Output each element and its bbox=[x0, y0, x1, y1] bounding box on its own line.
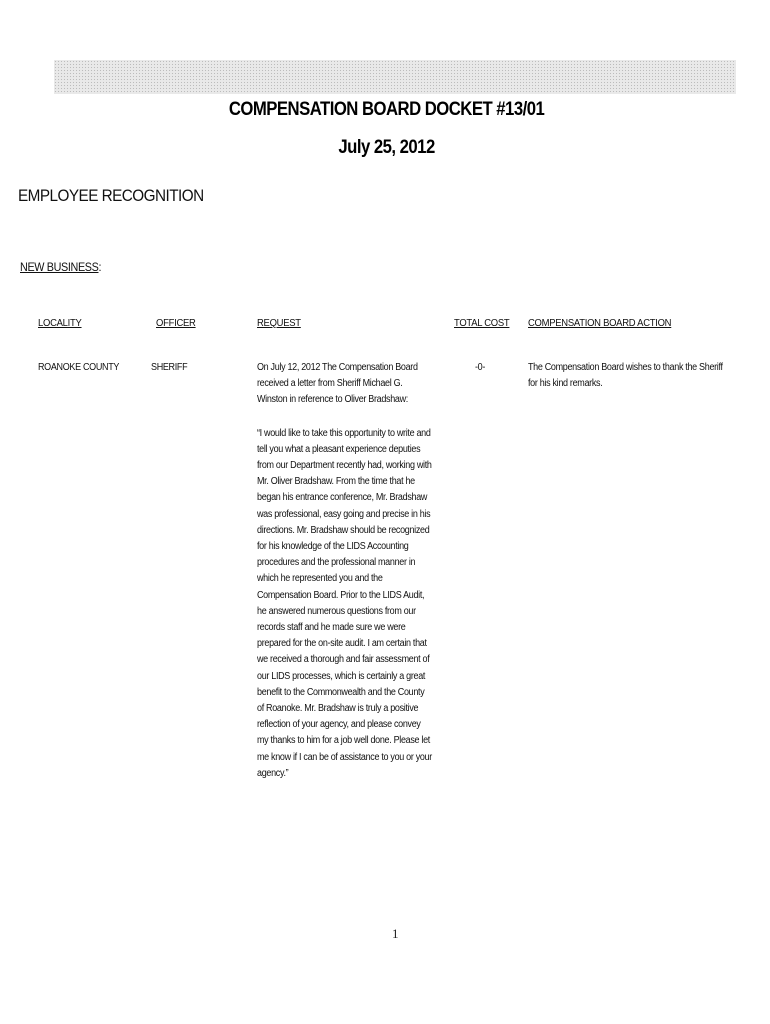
column-header-officer: OFFICER bbox=[156, 317, 196, 329]
column-header-locality: LOCALITY bbox=[38, 317, 82, 329]
row-officer: SHERIFF bbox=[151, 362, 188, 373]
docket-date: July 25, 2012 bbox=[338, 137, 435, 158]
docket-title: COMPENSATION BOARD DOCKET #13/01 bbox=[228, 99, 545, 120]
row-locality: ROANOKE COUNTY bbox=[38, 362, 120, 373]
section-heading: EMPLOYEE RECOGNITION bbox=[18, 186, 204, 205]
subsection-label: NEW BUSINESS bbox=[20, 260, 99, 274]
subsection-heading bbox=[20, 260, 101, 274]
row-total-cost: -0- bbox=[475, 362, 486, 373]
column-header-total-cost: TOTAL COST bbox=[454, 317, 510, 329]
request-intro: On July 12, 2012 The Compensation Board received a letter from Sheriff Michael G. Winston in reference to Oliver Bradshaw: bbox=[257, 362, 418, 406]
column-header-request: REQUEST bbox=[257, 317, 301, 329]
request-quote: “I would like to take this opportunity to write and tell you what a pleasant experience deputies from our Department recently had, working with Mr. Oliver Bradshaw. From the time that he began his entrance conference, Mr. Bradshaw was professional, easy going and precise in his directions. Mr. Bradshaw should be recognized for his knowledge of the LIDS Accounting procedures and the professional manner in which he represented you and the Compensation Board. Prior to the LIDS Audit, he answered numerous questions from our records staff and he made sure we were prepared for the on-site audit. I am certain that we received a thorough and fair assessment of our LIDS processes, which is certainly a great benefit to the Commonwealth and the County of Roanoke. Mr. Bradshaw is truly a positive reflection of your agency, and please convey my thanks to him for a job well done. Please let me know if I can be of assistance to you or your agency.” bbox=[257, 427, 432, 779]
header-shading-band bbox=[54, 60, 736, 94]
column-header-action: COMPENSATION BOARD ACTION bbox=[528, 317, 672, 329]
page-number: 1 bbox=[392, 926, 399, 941]
row-request bbox=[257, 360, 433, 782]
subsection-colon: : bbox=[98, 260, 102, 274]
row-action: The Compensation Board wishes to thank the Sheriff for his kind remarks. bbox=[528, 362, 723, 390]
